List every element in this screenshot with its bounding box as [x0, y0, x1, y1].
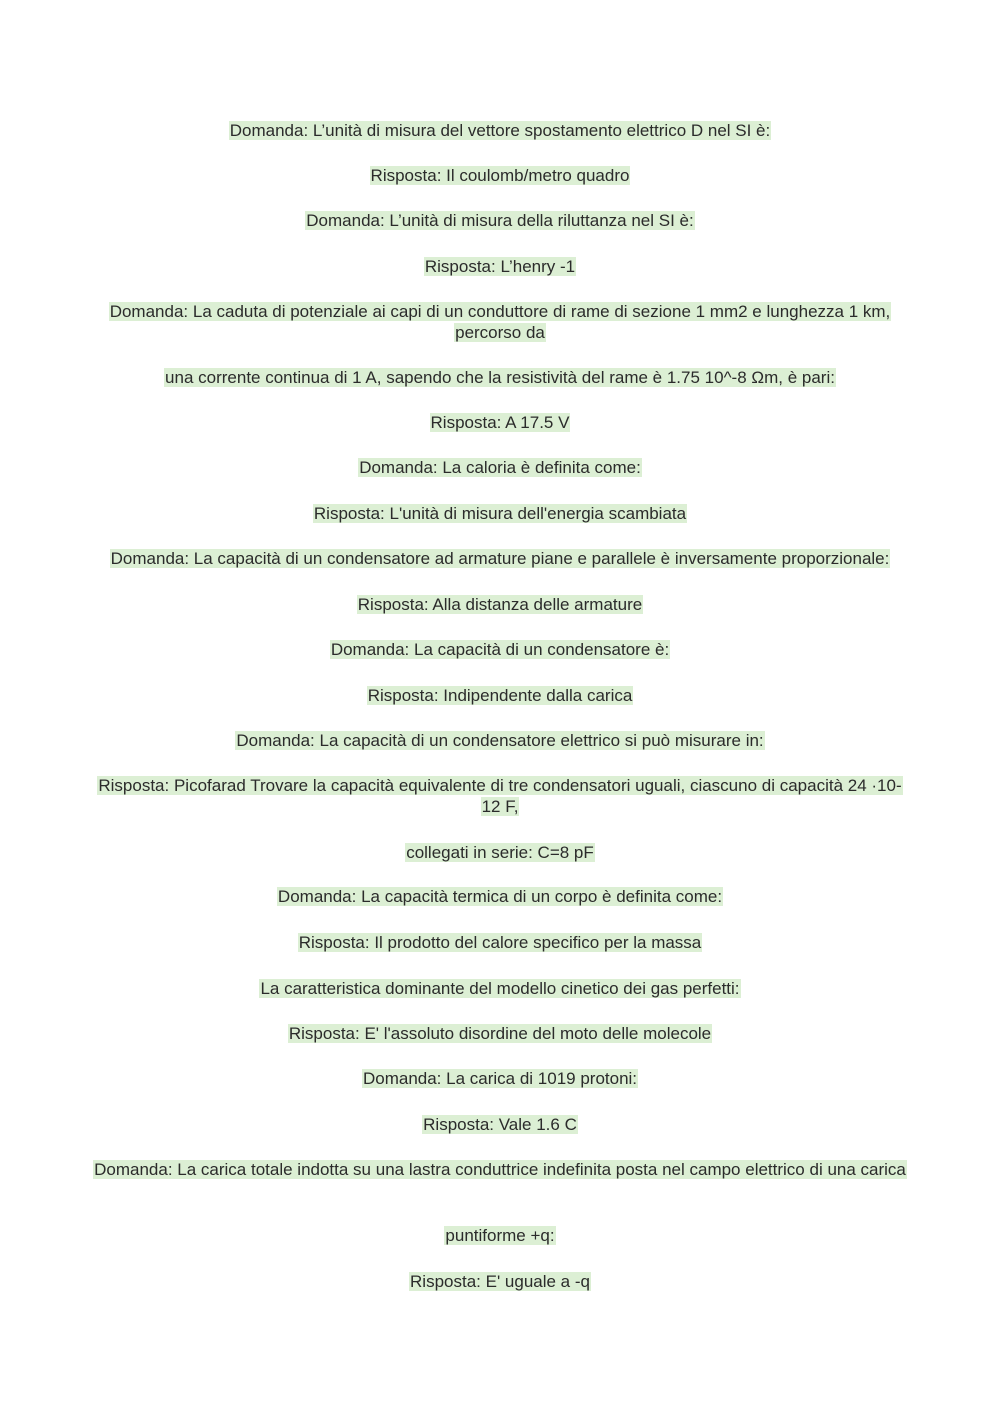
highlighted-text: Domanda: La capacità termica di un corpo è definita come:	[277, 887, 723, 906]
answer-line	[90, 1023, 910, 1044]
answer-line	[90, 1271, 910, 1292]
highlighted-text: Risposta: A 17.5 V	[430, 413, 570, 432]
question-line	[90, 367, 910, 388]
answer-line	[90, 256, 910, 277]
highlighted-text: Domanda: La capacità di un condensatore è:	[330, 640, 670, 659]
highlighted-text: collegati in serie: C=8 pF	[406, 843, 594, 862]
question-line	[90, 886, 910, 907]
highlighted-text: una corrente continua di 1 A, sapendo che la resistività del rame è 1.75 10^-8 Ωm, è pari:	[165, 368, 835, 387]
highlighted-text: Domanda: La capacità di un condensatore ad armature piane e parallele è inversamente proporzionale:	[110, 549, 890, 568]
highlighted-text: Risposta: Alla distanza delle armature	[357, 595, 643, 614]
highlighted-text: Domanda: La caduta di potenziale ai capi di un conduttore di rame di sezione 1 mm2 e lunghezza 1 km, percorso da	[109, 302, 891, 342]
highlighted-text: Risposta: E' l'assoluto disordine del moto delle molecole	[288, 1024, 712, 1043]
highlighted-text: Domanda: La carica di 1019 protoni:	[362, 1069, 638, 1088]
highlighted-text: Risposta: E' uguale a -q	[410, 1272, 590, 1291]
highlighted-text: Risposta: Indipendente dalla carica	[367, 686, 633, 705]
question-line	[90, 548, 910, 569]
highlighted-text: puntiforme +q:	[445, 1226, 555, 1245]
highlighted-text: La caratteristica dominante del modello cinetico dei gas perfetti:	[260, 979, 740, 998]
answer-line	[90, 775, 910, 817]
answer-line	[90, 503, 910, 524]
question-line	[90, 1225, 910, 1246]
question-line	[90, 978, 910, 999]
highlighted-text: Domanda: L’unità di misura della riluttanza nel SI è:	[306, 211, 694, 230]
highlighted-text: Risposta: L’henry -1	[424, 257, 576, 276]
highlighted-text: Domanda: L’unità di misura del vettore spostamento elettrico D nel SI è:	[229, 121, 771, 140]
question-line	[90, 301, 910, 343]
highlighted-text: Domanda: La carica totale indotta su una lastra conduttrice indefinita posta nel campo elettrico di una carica	[94, 1160, 906, 1179]
question-line	[90, 1159, 910, 1180]
answer-line	[90, 165, 910, 186]
question-line	[90, 730, 910, 751]
question-line	[90, 457, 910, 478]
highlighted-text: Domanda: La capacità di un condensatore elettrico si può misurare in:	[236, 731, 764, 750]
question-line	[90, 120, 910, 141]
highlighted-text: Risposta: Il prodotto del calore specifico per la massa	[298, 933, 702, 952]
answer-line	[90, 1114, 910, 1135]
question-line	[90, 1068, 910, 1089]
highlighted-text: Risposta: Picofarad Trovare la capacità equivalente di tre condensatori uguali, ciascuno di capacità 24 ·10-12 F,	[98, 776, 902, 816]
question-line	[90, 639, 910, 660]
answer-line	[90, 594, 910, 615]
highlighted-text: Risposta: L'unità di misura dell'energia scambiata	[313, 504, 687, 523]
answer-line	[90, 685, 910, 706]
answer-line	[90, 842, 910, 863]
question-line	[90, 210, 910, 231]
answer-line	[90, 932, 910, 953]
highlighted-text: Risposta: Vale 1.6 C	[423, 1115, 577, 1134]
answer-line	[90, 412, 910, 433]
highlighted-text: Risposta: Il coulomb/metro quadro	[370, 166, 630, 185]
highlighted-text: Domanda: La caloria è definita come:	[359, 458, 641, 477]
